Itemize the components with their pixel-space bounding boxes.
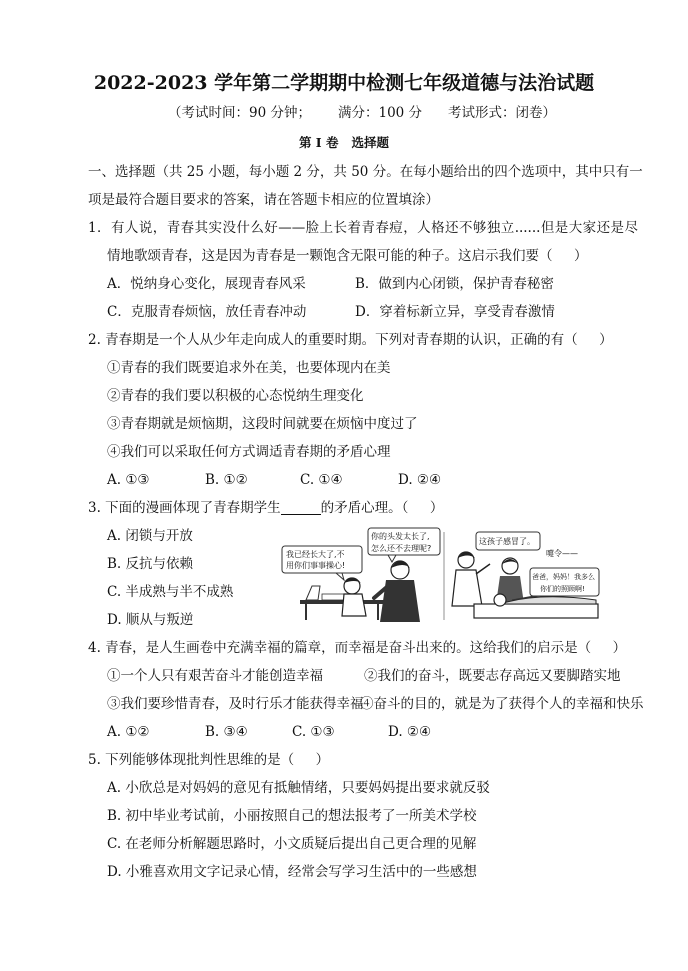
question-body — [0, 158, 688, 886]
q4-option-c: C. ①③ — [292, 724, 335, 740]
parent-bubble-line-1: 你的头发太长了, — [371, 532, 430, 541]
q3-option-d: D. 顺从与叛逆 — [107, 612, 194, 628]
q2-option-c: C. ①④ — [300, 472, 343, 488]
q2-option-b: B. ①② — [205, 472, 248, 488]
q4-options-row — [0, 718, 688, 746]
q4-statement-1: ①一个人只有艰苦奋斗才能创造幸福 — [107, 668, 323, 684]
q3-blank — [281, 500, 321, 515]
q3-cartoon — [278, 526, 600, 622]
q3-option-c: C. 半成熟与半不成熟 — [107, 584, 234, 600]
q3-stem — [88, 494, 443, 522]
q5-option-line — [0, 830, 688, 858]
q1-stem: 1．有人说，青春其实没什么好——脸上长着青春痘，人格还不够独立......但是大家还是尽 — [88, 220, 638, 236]
q1-stem-line — [0, 214, 688, 242]
boy-bubble-tail — [336, 573, 344, 580]
q5-option-b: B. 初中毕业考试前，小丽按照自己的想法报考了一所美术学校 — [107, 808, 477, 824]
q5-option-c: C. 在老师分析解题思路时，小文质疑后提出自己更合理的见解 — [107, 836, 477, 852]
q3-stem-line — [0, 494, 688, 522]
instruction-text: 一、选择题（共 25 小题，每小题 2 分，共 50 分。在每小题给出的四个选项中，其中只有一 — [88, 164, 643, 180]
q2-statement-line — [0, 354, 688, 382]
q1-stem: 情地歌颂青春，这是因为青春是一颗饱含无限可能的种子。这启示我们要（ ） — [107, 248, 588, 264]
section-heading: 第 I 卷 选择题 — [298, 135, 390, 150]
desk — [300, 600, 384, 604]
cartoon-left-scene — [282, 528, 440, 622]
desk-lamp — [306, 586, 320, 600]
child-head — [494, 594, 506, 606]
q1-option-c: C．克服青春烦恼，放任青春冲动 — [107, 304, 307, 320]
exam-title: 2022-2023 学年第二学期期中检测七年级道德与法治试题 — [93, 72, 595, 94]
q4-stem-line — [0, 634, 688, 662]
boy-bubble-line-1: 我已经长大了,不 — [286, 550, 345, 559]
q2-statement-line — [0, 410, 688, 438]
cartoon-right-scene — [444, 532, 599, 620]
q4-statement-4: ④奋斗的目的，就是为了获得个人的幸福和快乐 — [360, 696, 644, 712]
q2-option-a: A. ①③ — [107, 472, 150, 488]
parent-bubble-tail — [388, 555, 396, 562]
q4-statement-row — [0, 690, 688, 718]
instruction-text: 项是最符合题目要求的答案，请在答题卡相应的位置填涂） — [88, 192, 439, 208]
q1-stem-line — [0, 242, 688, 270]
boy-body — [342, 594, 366, 616]
exam-form: 考试形式：闭卷） — [448, 105, 556, 121]
q4-stem: 4. 青春，是人生画卷中充满幸福的篇章，而幸福是奋斗出来的。这给我们的启示是（ ） — [88, 640, 627, 656]
instruction-line — [0, 186, 688, 214]
mother-remark: 这孩子感冒了。 — [479, 537, 535, 546]
q1-option-a: A．悦纳身心变化，展现青春风采 — [107, 276, 306, 292]
parent-bubble-line-2: 怎么还不去理呢? — [371, 544, 432, 553]
q2-options-row — [0, 466, 688, 494]
q2-statement-1: ①青春的我们既要追求外在美，也要体现内在美 — [107, 360, 391, 376]
q2-option-d: D. ②④ — [398, 472, 442, 488]
exam-time: （考试时间：90 分钟； — [168, 105, 311, 121]
sneeze-text: 嚏令—— — [546, 549, 578, 558]
q3-option-a: A. 闭锁与开放 — [107, 528, 193, 544]
q5-option-a: A. 小欣总是对妈妈的意见有抵触情绪，只要妈妈提出要求就反驳 — [107, 780, 490, 796]
q1-options-row — [0, 298, 688, 326]
q2-statement-3: ③青春期就是烦恼期，这段时间就要在烦恼中度过了 — [107, 416, 418, 432]
thermometer — [476, 564, 490, 574]
book — [322, 594, 344, 600]
q4-statement-row — [0, 662, 688, 690]
boy-bubble-line-2: 用你们事事操心! — [286, 561, 346, 570]
child-bubble-line-2: 你们的照顾啊! — [540, 585, 585, 593]
q2-statement-line — [0, 382, 688, 410]
q5-option-line — [0, 858, 688, 886]
instruction-line — [0, 158, 688, 186]
bed — [474, 604, 598, 618]
q3-stem-after: 的矛盾心理。（ ） — [320, 500, 444, 516]
q1-options-row — [0, 270, 688, 298]
q5-option-line — [0, 802, 688, 830]
q1-option-b: B．做到内心闭锁，保护青春秘密 — [355, 276, 554, 292]
q4-option-a: A. ①② — [107, 724, 150, 740]
q2-stem: 2. 青春期是一个人从少年走向成人的重要时期。下列对青春期的认识，正确的有（ ） — [88, 332, 613, 348]
q2-statement-line — [0, 438, 688, 466]
q3-option-b: B. 反抗与依赖 — [107, 556, 194, 572]
q4-statement-3: ③我们要珍惜青春，及时行乐才能获得幸福 — [107, 696, 364, 712]
mother-body — [452, 570, 482, 606]
q1-option-d: D．穿着标新立异，享受青春激情 — [355, 304, 555, 320]
q4-option-b: B. ③④ — [205, 724, 248, 740]
q2-statement-2: ②青春的我们要以积极的心态悦纳生理变化 — [107, 388, 364, 404]
q5-stem-line — [0, 746, 688, 774]
q2-statement-4: ④我们可以采取任何方式调适青春期的矛盾心理 — [107, 444, 391, 460]
child-bubble-line-1: 爸爸，妈妈！我多么 — [532, 573, 595, 581]
q4-option-d: D. ②④ — [388, 724, 432, 740]
q2-stem-line — [0, 326, 688, 354]
q3-stem-before: 3. 下面的漫画体现了青春期学生 — [88, 500, 281, 516]
q4-statement-2: ②我们的奋斗，既要志存高远又要脚踏实地 — [364, 668, 621, 684]
q5-option-line — [0, 774, 688, 802]
full-score: 满分：100 分 — [338, 105, 423, 121]
q5-stem: 5. 下列能够体现批判性思维的是（ ） — [88, 752, 330, 768]
q5-option-d: D. 小雅喜欢用文字记录心情，经常会写学习生活中的一些感想 — [107, 864, 477, 880]
